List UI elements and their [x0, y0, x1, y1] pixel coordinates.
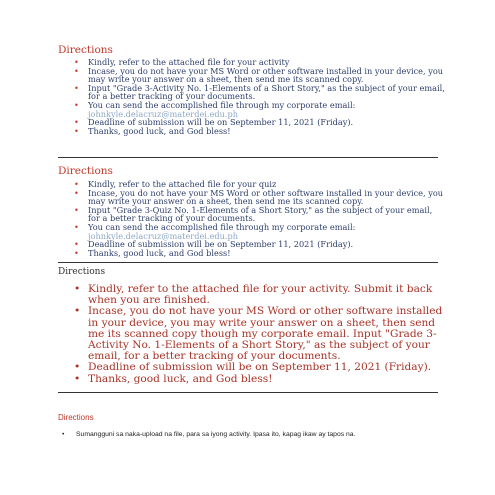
list-item	[74, 223, 446, 240]
divider	[58, 157, 438, 158]
section2-title: Directions	[58, 165, 113, 177]
list-item: • Sumangguni sa naka-upload na file, para sa iyong activity. Ipasa ito, kapag ikaw ay tapos na.	[62, 431, 442, 439]
section1-title: Directions	[58, 44, 113, 56]
email-link[interactable]: johnkyle.delacruz@materdei.edu.ph	[88, 108, 239, 119]
section3-list	[74, 284, 444, 385]
list-item: • Incase, you do not have your MS Word or other software installed in your device, you may write your answer on a sheet, then send me its scanned copy.	[74, 189, 446, 206]
section4-list	[62, 431, 442, 439]
list-item: • Input "Grade 3-Quiz No. 1-Elements of a Short Story," as the subject of your email, for a better tracking of your documents.	[74, 206, 446, 223]
list-item: • Thanks, good luck, and God bless!	[74, 374, 444, 385]
list-item: • Kindly, refer to the attached file for your quiz	[74, 180, 446, 189]
list-item: • Deadline of submission will be on September 11, 2021 (Friday).	[74, 362, 444, 373]
section4-title: Directions	[58, 413, 94, 422]
section2-list	[74, 180, 446, 257]
list-item-text: You can send the accomplished file through my corporate email:	[88, 221, 356, 232]
divider	[58, 262, 438, 263]
list-item: • Deadline of submission will be on September 11, 2021 (Friday).	[74, 240, 446, 249]
section3-title: Directions	[58, 267, 106, 277]
divider	[58, 392, 438, 393]
list-item: • Thanks, good luck, and God bless!	[74, 127, 446, 136]
list-item: • Deadline of submission will be on September 11, 2021 (Friday).	[74, 118, 446, 127]
section1-list	[74, 58, 446, 135]
list-item	[74, 101, 446, 118]
list-item: • Kindly, refer to the attached file for your activity. Submit it back when you are finished.	[74, 284, 444, 306]
list-item: • Incase, you do not have your MS Word or other software installed in your device, you may write your answer on a sheet, then send me its scanned copy.	[74, 67, 446, 84]
list-item: • Incase, you do not have your MS Word or other software installed in your device, you may write your answer on a sheet, then send me its scanned copy though my corporate email. Input "Grade 3-Activity No. 1-Elements of a Short Story," as the subject of your email, for a better tracking of your documents.	[74, 306, 444, 362]
list-item: • Thanks, good luck, and God bless!	[74, 249, 446, 258]
list-item: • Kindly, refer to the attached file for your activity	[74, 58, 446, 67]
list-item-text: You can send the accomplished file through my corporate email:	[88, 99, 356, 110]
email-link[interactable]: johnkyle.delacruz@materdei.edu.ph	[88, 230, 239, 241]
list-item: • Input "Grade 3-Activity No. 1-Elements of a Short Story," as the subject of your email, for a better tracking of your documents.	[74, 84, 446, 101]
